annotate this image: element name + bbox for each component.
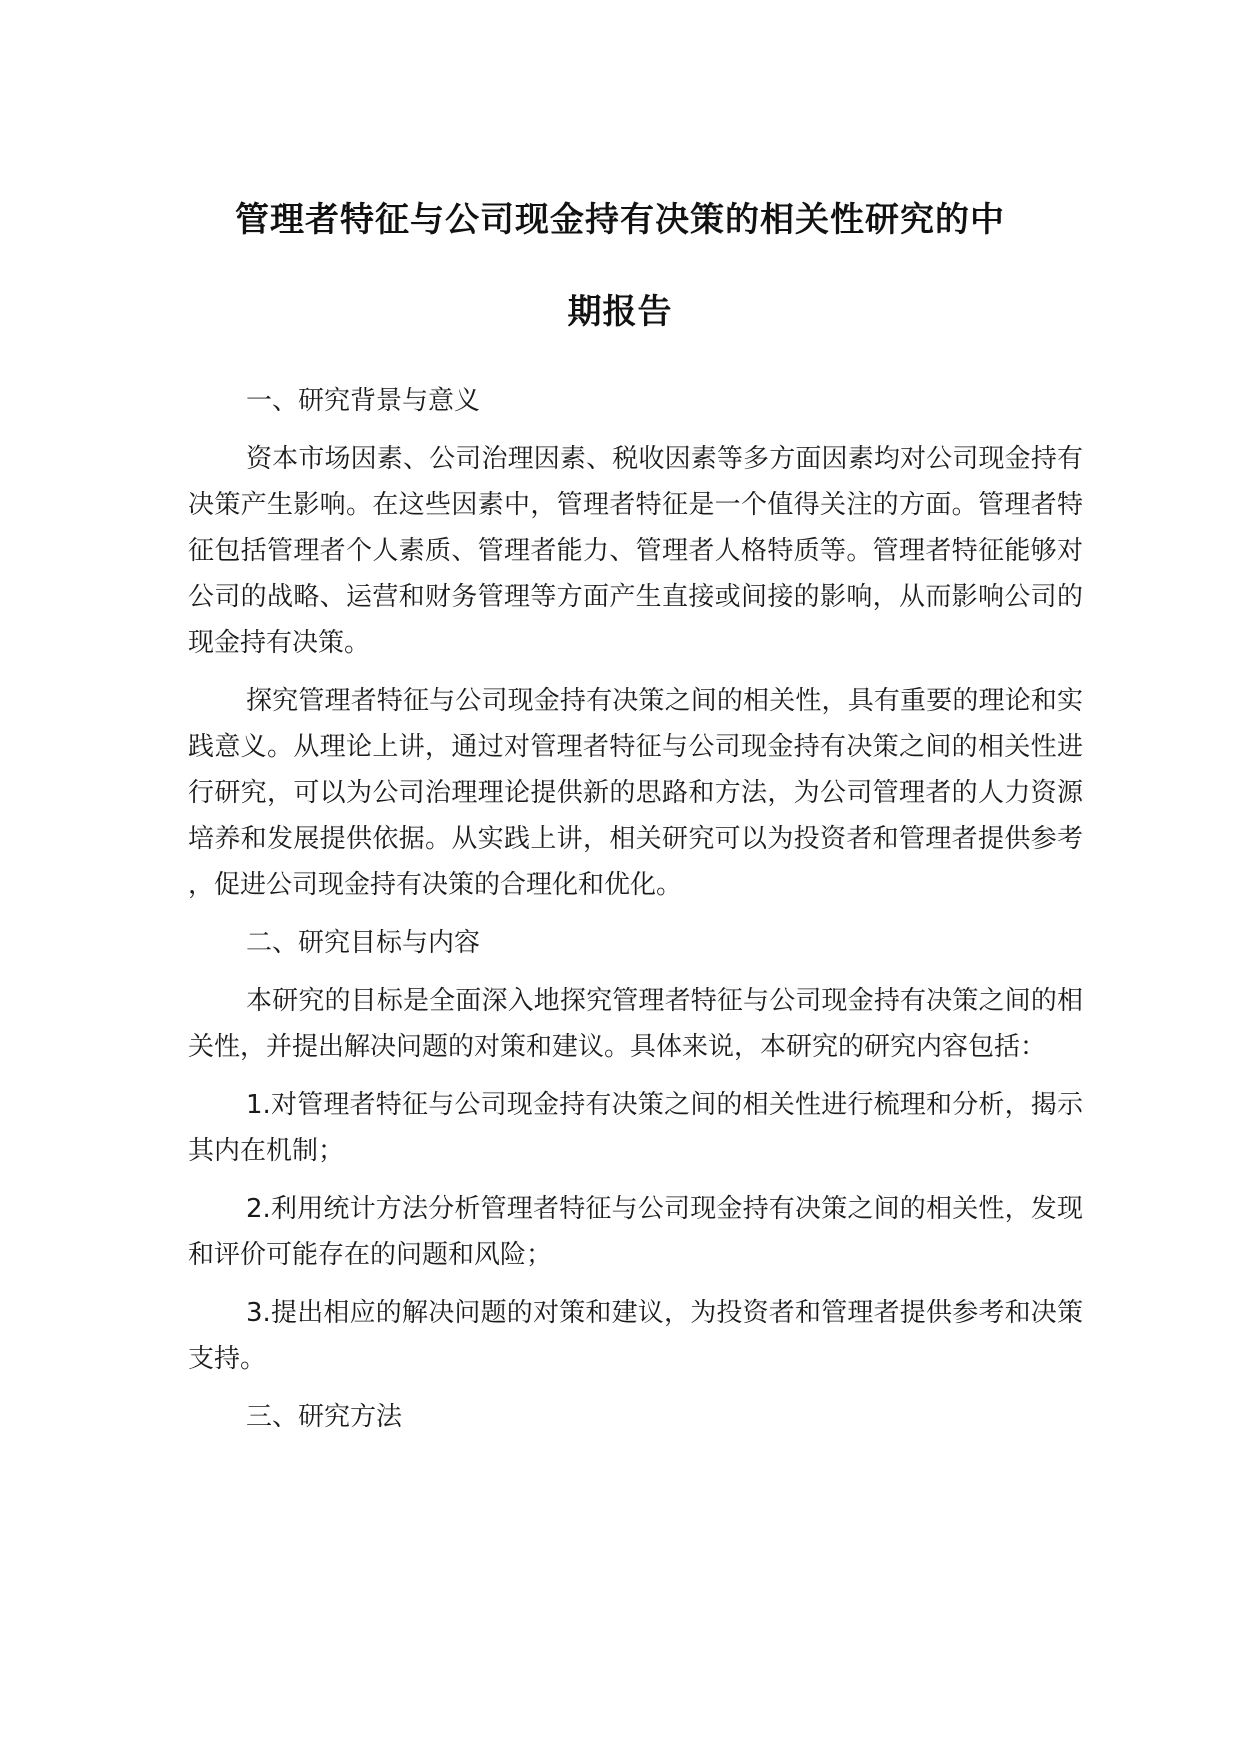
- paragraph-background-2: 探究管理者特征与公司现金持有决策之间的相关性，具有重要的理论和实践意义。从理论上讲，通过对管理者特征与公司现金持有决策之间的相关性进行研究，可以为公司治理理论提供新的思路和方法，为公司管理者的人力资源培养和发展提供依据。从实践上讲，相关研究可以为投资者和管理者提供参考，促进公司现金持有决策的合理化和优化。: [188, 686, 1083, 900]
- section-heading-methods: 三、研究方法: [246, 1402, 403, 1432]
- document-title: [150, 174, 1090, 358]
- title-line-1: 管理者特征与公司现金持有决策的相关性研究的中: [235, 200, 1005, 240]
- section-heading-background: 一、研究背景与意义: [246, 386, 481, 416]
- paragraph-background-1: 资本市场因素、公司治理因素、税收因素等多方面因素均对公司现金持有决策产生影响。在这些因素中，管理者特征是一个值得关注的方面。管理者特征包括管理者个人素质、管理者能力、管理者人格特质等。管理者特征能够对公司的战略、运营和财务管理等方面产生直接或间接的影响，从而影响公司的现金持有决策。: [188, 444, 1083, 658]
- title-line-2: 期报告: [567, 292, 673, 332]
- section-heading-objectives: 二、研究目标与内容: [246, 928, 481, 958]
- list-item-3: 3.提出相应的解决问题的对策和建议，为投资者和管理者提供参考和决策支持。: [188, 1298, 1083, 1374]
- list-item-1: 1.对管理者特征与公司现金持有决策之间的相关性进行梳理和分析，揭示其内在机制；: [188, 1090, 1083, 1166]
- list-item-2: 2.利用统计方法分析管理者特征与公司现金持有决策之间的相关性，发现和评价可能存在的问题和风险；: [188, 1194, 1083, 1270]
- document-body: [188, 378, 1083, 1452]
- paragraph-objectives-intro: 本研究的目标是全面深入地探究管理者特征与公司现金持有决策之间的相关性，并提出解决问题的对策和建议。具体来说，本研究的研究内容包括：: [188, 986, 1083, 1062]
